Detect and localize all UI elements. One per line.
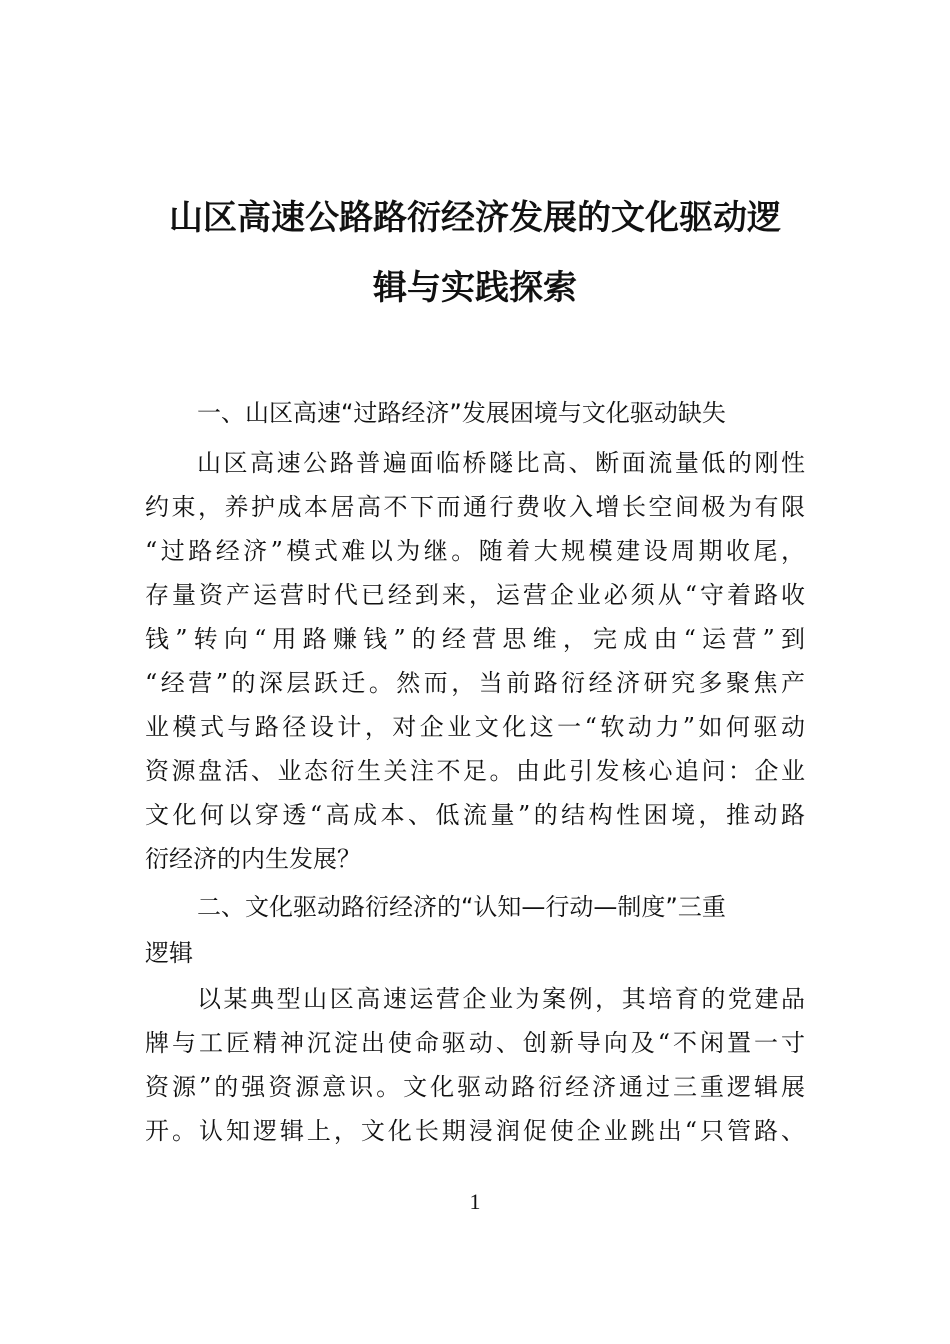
document-title-line-1: 山区高速公路路衍经济发展的文化驱动逻	[169, 198, 781, 238]
section-1-paragraph-line: 约束，养护成本居高不下而通行费收入增长空间极为有限	[145, 493, 805, 521]
section-1-heading: 一、山区高速“过路经济”发展困境与文化驱动缺失	[197, 399, 726, 427]
section-1-paragraph-line: “经营”的深层跃迁。然而，当前路衍经济研究多聚焦产	[145, 669, 805, 697]
document-title-line-2: 辑与实践探索	[373, 268, 577, 308]
section-1-paragraph-line: 山区高速公路普遍面临桥隧比高、断面流量低的刚性	[197, 449, 805, 477]
section-1-paragraph-line: 衍经济的内生发展？	[145, 845, 361, 873]
section-2-heading-continued: 逻辑	[145, 939, 193, 967]
section-1-paragraph-line: 资源盘活、业态衍生关注不足。由此引发核心追问：企业	[145, 757, 805, 785]
section-1-paragraph-line: 业模式与路径设计，对企业文化这一“软动力”如何驱动	[145, 713, 805, 741]
page-number: 1	[469, 1189, 481, 1214]
section-2-paragraph-line: 开。认知逻辑上，文化长期浸润促使企业跳出“只管路、	[145, 1117, 805, 1145]
section-2-paragraph-line: 以某典型山区高速运营企业为案例，其培育的党建品	[197, 985, 805, 1013]
section-2-paragraph-line: 牌与工匠精神沉淀出使命驱动、创新导向及“不闲置一寸	[145, 1029, 805, 1057]
section-2-paragraph-line: 资源”的强资源意识。文化驱动路衍经济通过三重逻辑展	[145, 1073, 805, 1101]
section-1-paragraph-line: 存量资产运营时代已经到来，运营企业必须从“守着路收	[145, 581, 805, 609]
section-1-paragraph-line: 文化何以穿透“高成本、低流量”的结构性困境，推动路	[145, 801, 805, 829]
section-2-heading: 二、文化驱动路衍经济的“认知—行动—制度”三重	[197, 893, 726, 921]
section-1-paragraph-line: “过路经济”模式难以为继。随着大规模建设周期收尾，	[145, 537, 805, 565]
section-1-paragraph-line: 钱”转向“用路赚钱”的经营思维，完成由“运营”到	[145, 625, 805, 653]
